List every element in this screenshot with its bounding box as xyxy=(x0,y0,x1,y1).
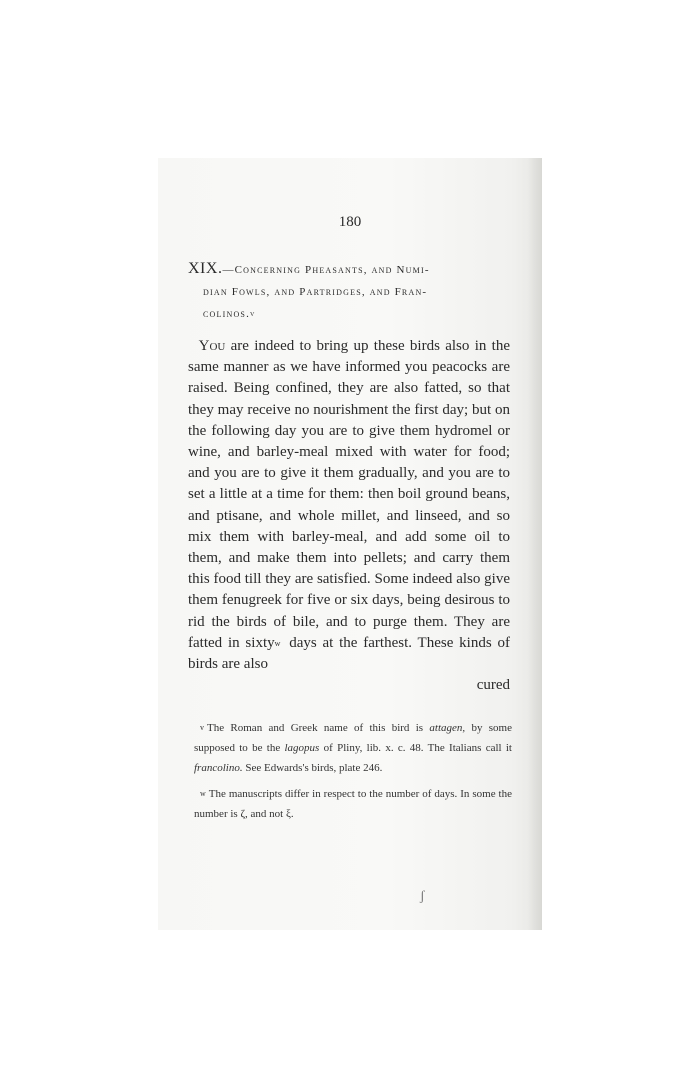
body-paragraph xyxy=(188,336,510,696)
catchword: cured xyxy=(476,677,510,694)
greek-numeral: ξ. xyxy=(285,808,294,820)
body-first-word: You xyxy=(198,338,226,354)
page-gutter-shadow xyxy=(528,158,542,930)
page-number: 180 xyxy=(338,214,362,230)
stray-ink-mark: ʃ xyxy=(420,889,425,904)
heading-line-3-wrap xyxy=(188,303,508,325)
body-text-after: days at the farthest. These kinds of birds are also xyxy=(188,634,510,673)
footnote-w xyxy=(194,784,512,824)
heading-line-3: colinos. xyxy=(203,308,251,320)
footnote-text: of Pliny, lib. x. c. 48. The Italians call it xyxy=(319,742,512,754)
footnote-v xyxy=(194,718,512,778)
footnote-text: by some supposed to be the xyxy=(194,722,512,754)
heading-note-marker: v xyxy=(250,309,256,318)
book-page xyxy=(158,158,542,930)
footnote-text: The manuscripts differ in respect to the number of days. In some the number is xyxy=(194,788,512,820)
footnote-text: The Roman and Greek name of this bird is xyxy=(207,722,430,734)
footnote-text: See Edwards's birds, plate 246. xyxy=(242,762,383,774)
body-text: are indeed to bring up these birds also in the same manner as we have informed you peacocks are raised. Being confined, they are also fatted, so that they may receive no nourishment the first day; but on the following day you are to give them hydromel or wine, and barley-meal mixed with water for food; and you are to give it them gradually, and you are to set a little at a time for them: then boil ground beans, and ptisane, and whole millet, and linseed, and so mix them with barley-meal, and add some oil to them, and make them into pellets; and carry them this food till they are satisfied. Some indeed also give them fenugreek for five or six days, being desirous to rid the birds of bile, and to purge them. They are fatted in sixty xyxy=(188,338,510,651)
footnote-marker: w xyxy=(200,789,206,798)
footnote-text: and not xyxy=(247,808,286,820)
footnote-term: lagopus xyxy=(284,742,320,754)
footnotes xyxy=(194,718,512,830)
heading-line-2: dian Fowls, and Partridges, and Fran- xyxy=(203,286,428,298)
chapter-numeral: XIX. xyxy=(188,260,223,277)
heading-line-1: —Concerning Pheasants, and Numi- xyxy=(222,264,430,276)
footnote-term: francolino. xyxy=(194,762,243,774)
footnote-marker: v xyxy=(200,723,204,732)
footnote-term: attagen, xyxy=(429,722,466,734)
chapter-heading xyxy=(188,258,508,325)
sixty-note-marker: w xyxy=(274,638,281,648)
greek-numeral: ζ, xyxy=(240,808,248,820)
